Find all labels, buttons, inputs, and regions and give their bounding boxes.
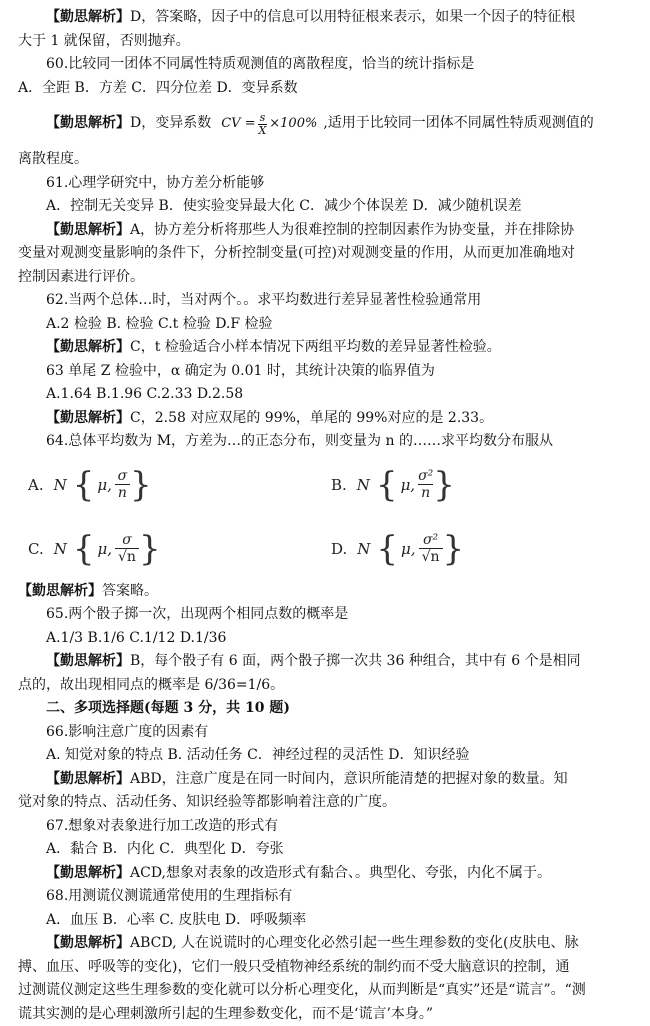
question-62: 62.当两个总体…时，当对两个。。求平均数进行差异显著性检验通常用 — [18, 289, 634, 313]
answer-64: 【勤思解析】答案略。 — [18, 580, 634, 604]
answer-59: 【勤思解析】D，答案略，因子中的信息可以用特征根来表示，如果一个因子的特征根 — [18, 6, 634, 30]
answer-61-cont2: 控制因素进行评价。 — [18, 266, 634, 290]
answer-67: 【勤思解析】ACD,想象对表象的改造形式有黏合、。典型化、夸张，内化不属于。 — [18, 862, 634, 886]
answer-tag: 【勤思解析】 — [46, 935, 130, 951]
answer-66-cont: 觉对象的特点、活动任务、知识经验等都影响着注意的广度。 — [18, 791, 634, 815]
question-62-options: A.2 检验 B. 检验 C.t 检验 D.F 检验 — [18, 313, 634, 337]
answer-60: 【勤思解析】 D，变异系数 CV = $\frac{s}{X}$ ×100% ,适用于比较同一团体不同属性特质观测值的 — [18, 100, 634, 148]
question-60-options: A．全距 B．方差 C．四分位差 D．变异系数 — [18, 77, 634, 101]
answer-65-cont: 点的，故出现相同点的概率是 6/36=1/6。 — [18, 674, 634, 698]
question-64-options — [18, 460, 634, 574]
answer-65: 【勤思解析】B，每个骰子有 6 面，两个骰子掷一次共 36 种组合，其中有 6 个是相同 — [18, 650, 634, 674]
question-67-options: A．黏合 B．内化 C．典型化 D．夸张 — [18, 838, 634, 862]
question-68: 68.用测谎仪测谎通常使用的生理指标有 — [18, 885, 634, 909]
option-64-a: A. N { μ, σ n } — [28, 460, 331, 510]
answer-63: 【勤思解析】C，2.58 对应双尾的 99%，单尾的 99%对应的是 2.33。 — [18, 407, 634, 431]
answer-61: 【勤思解析】A，协方差分析将那些人为很难控制的控制因素作为协变量，并在排除协 — [18, 219, 634, 243]
answer-61-cont1: 变量对观测变量影响的条件下，分析控制变量(可控)对观测变量的作用，从而更加准确地对 — [18, 242, 634, 266]
answer-68-cont3: 谎其实测的是心理刺激所引起的生理参数变化，而不是‘谎言’本身。” — [18, 1003, 634, 1026]
question-65: 65.两个骰子掷一次，出现两个相同点数的概率是 — [18, 603, 634, 627]
answer-tag: 【勤思解析】 — [46, 112, 130, 136]
answer-60-cont: 离散程度。 — [18, 148, 634, 172]
answer-tag: 【勤思解析】 — [46, 865, 130, 881]
question-66: 66.影响注意广度的因素有 — [18, 721, 634, 745]
answer-68: 【勤思解析】ABCD, 人在说谎时的心理变化必然引起一些生理参数的变化(皮肤电、脉 — [18, 932, 634, 956]
question-60: 60.比较同一团体不同属性特质观测值的离散程度，恰当的统计指标是 — [18, 53, 634, 77]
answer-62: 【勤思解析】C，t 检验适合小样本情况下两组平均数的差异显著性检验。 — [18, 336, 634, 360]
answer-tag: 【勤思解析】 — [46, 771, 130, 787]
section-heading: 二、多项选择题(每题 3 分，共 10 题) — [18, 697, 634, 721]
question-61: 61.心理学研究中，协方差分析能够 — [18, 172, 634, 196]
answer-tag: 【勤思解析】 — [46, 222, 130, 238]
option-64-d: D. N { μ, σ² √n } — [331, 524, 634, 574]
answer-66: 【勤思解析】ABD，注意广度是在同一时间内，意识所能清楚的把握对象的数量。知 — [18, 768, 634, 792]
answer-tag: 【勤思解析】 — [46, 9, 130, 25]
cv-formula: CV = $\frac{s}{X}$ ×100% — [221, 112, 317, 137]
answer-tag: 【勤思解析】 — [46, 653, 130, 669]
question-64: 64.总体平均数为 M，方差为…的正态分布，则变量为 n 的……求平均数分布服从 — [18, 430, 634, 454]
answer-68-cont1: 搏、血压、呼吸等的变化)，它们一般只受植物神经系统的制约而不受大脑意识的控制，通 — [18, 956, 634, 980]
question-67: 67.想象对表象进行加工改造的形式有 — [18, 815, 634, 839]
question-65-options: A.1/3 B.1/6 C.1/12 D.1/36 — [18, 627, 634, 651]
answer-tag: 【勤思解析】 — [46, 339, 130, 355]
question-61-options: A．控制无关变异 B．使实验变异最大化 C．减少个体误差 D．减少随机误差 — [18, 195, 634, 219]
option-64-c: C. N { μ, σ √n } — [28, 524, 331, 574]
answer-tag: 【勤思解析】 — [18, 583, 102, 599]
answer-68-cont2: 过测谎仪测定这些生理参数的变化就可以分析心理变化，从而判断是“真实”还是“谎言”。“测 — [18, 979, 634, 1003]
answer-59-cont: 大于 1 就保留，否则抛弃。 — [18, 30, 634, 54]
question-68-options: A．血压 B．心率 C. 皮肤电 D．呼吸频率 — [18, 909, 634, 933]
question-66-options: A. 知觉对象的特点 B. 活动任务 C．神经过程的灵活性 D．知识经验 — [18, 744, 634, 768]
option-64-b: B. N { μ, σ² n } — [331, 460, 634, 510]
answer-tag: 【勤思解析】 — [46, 410, 130, 426]
question-63-options: A.1.64 B.1.96 C.2.33 D.2.58 — [18, 383, 634, 407]
question-63: 63 单尾 Z 检验中，α 确定为 0.01 时，其统计决策的临界值为 — [18, 360, 634, 384]
